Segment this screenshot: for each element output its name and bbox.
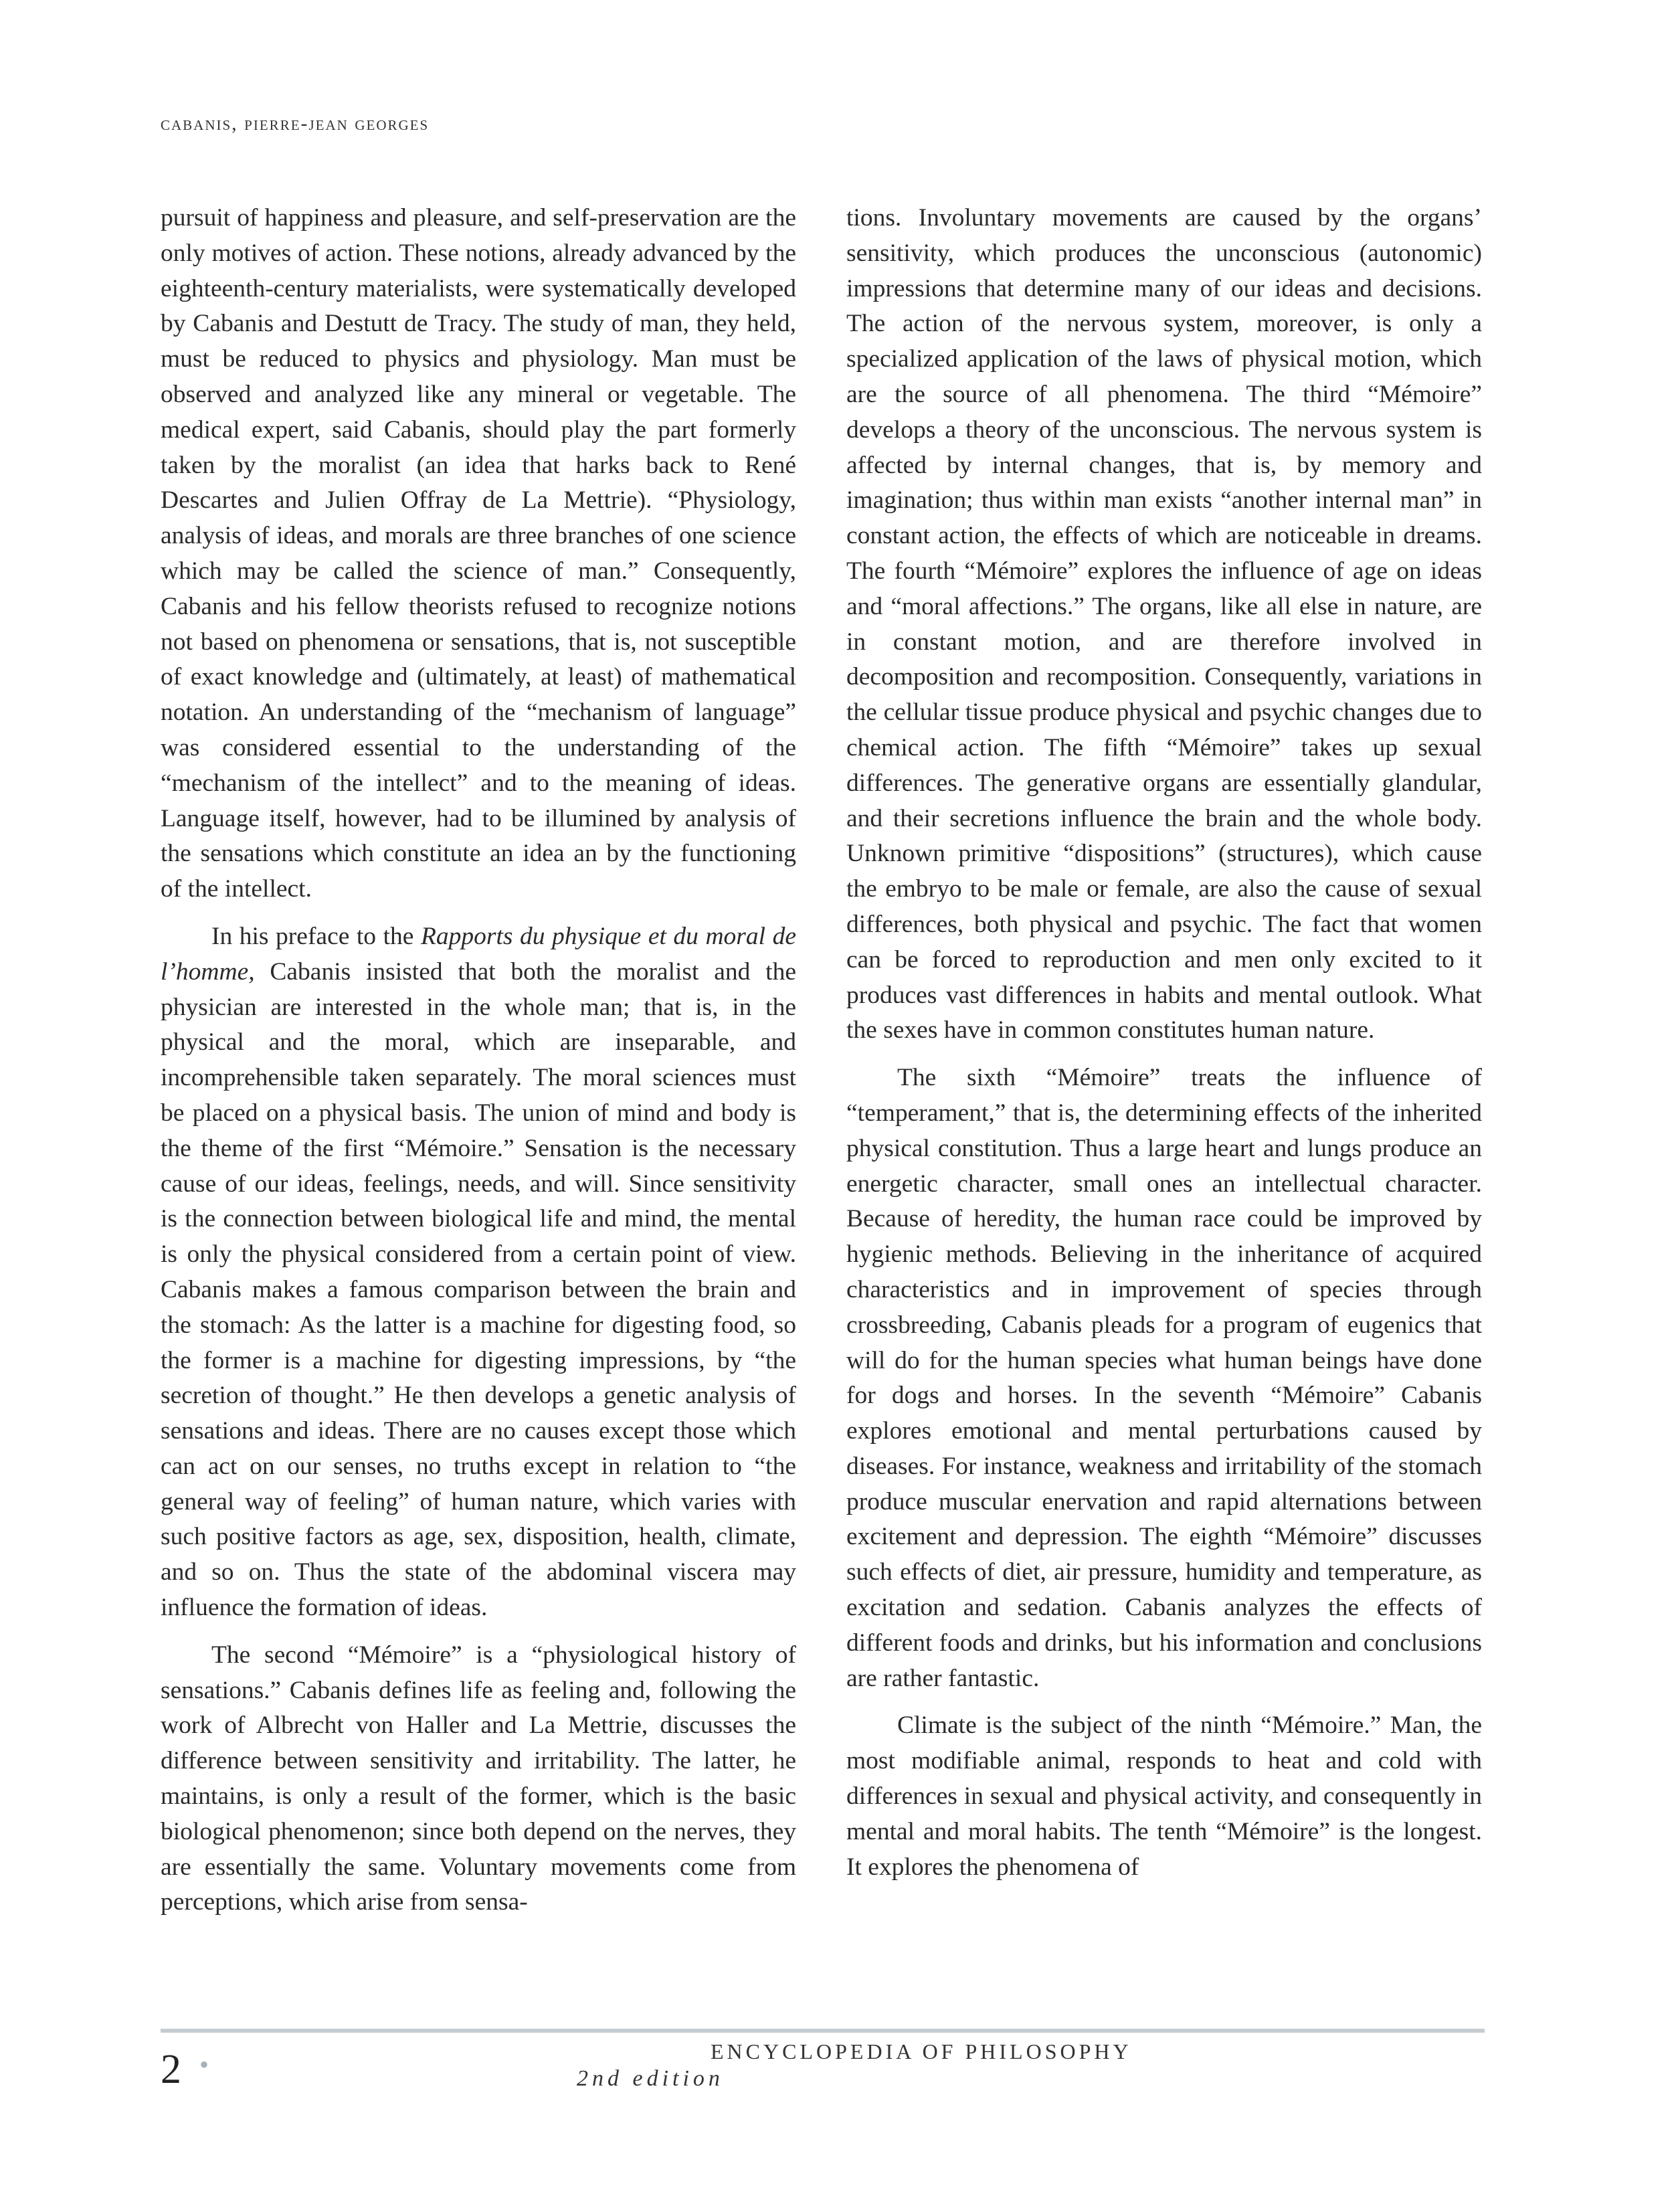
paragraph-text: Cabanis insisted that both the moralist and the physician are interested in the whole man; that is, in the physical and the moral, which are inseparable, and incomprehensible taken separately. The moral sciences must be placed on a physical basis. The union of mind and body is the theme of the first “Mémoire.” Sensation is the necessary cause of our ideas, feelings, needs, and will. Since sensitivity is the connection between biological life and mind, the mental is only the physical considered from a certain point of view. Cabanis makes a famous comparison between the brain and the stomach: As the latter is a machine for digesting food, so the former is a machine for digesting impressions, by “the secretion of thought.” He then develops a genetic analysis of sensations and ideas. There are no causes except those which can act on our senses, no truths except in relation to “the general way of feeling” of human nature, which varies with such positive factors as age, sex, disposition, health, climate, and so on. Thus the state of the abdominal viscera may influence the formation of ideas. (161, 957, 796, 1622)
right-column (846, 201, 1482, 1897)
paragraph (161, 919, 796, 1626)
work-title: Rapports du physique et du moral de l’homme, (161, 922, 796, 986)
bullet-separator: • (199, 2049, 209, 2080)
publication-title: ENCYCLOPEDIA OF PHILOSOPHY (711, 2039, 1132, 2063)
edition-label: 2nd edition (577, 2066, 724, 2091)
running-head: cabanis, pierre-jean georges (161, 112, 430, 134)
paragraph: The second “Mémoire” is a “physiological history of sensations.” Cabanis defines life as feeling and, following the work of Albrecht von Haller and La Mettrie, discusses the difference between sensitivity and irritability. The latter, he maintains, is only a result of the former, which is the basic biological phenomenon; since both depend on the nerves, they are essentially the same. Voluntary movements come from perceptions, which arise from sensa- (161, 1641, 796, 1916)
paragraph: Climate is the subject of the ninth “Mémoire.” Man, the most modifiable animal, responds to heat and cold with differences in sexual and physical activity, and consequently in mental and moral habits. The tenth “Mémoire” is the longest. It explores the phenomena of (846, 1712, 1482, 1881)
paragraph: The sixth “Mémoire” treats the influence of “temperament,” that is, the determining effects of the inherited physical constitution. Thus a large heart and lungs produce an energetic character, small ones an intellectual character. Because of heredity, the human race could be improved by hygienic methods. Believing in the inheritance of acquired characteristics and in improvement of species through crossbreeding, Cabanis pleads for a program of eugenics that will do for the human species what human beings have done for dogs and horses. In the seventh “Mémoire” Cabanis explores emotional and mental perturbations caused by diseases. For instance, weakness and irritability of the stomach produce muscular enervation and rapid alternations between excitement and depression. The eighth “Mémoire” discusses such effects of diet, air pressure, humidity and temperature, as excitation and sedation. Cabanis analyzes the effects of different foods and drinks, but his information and conclusions are rather fantastic. (846, 1064, 1482, 1692)
footer-rule (161, 2029, 1485, 2033)
paragraph: pursuit of happiness and pleasure, and self-preservation are the only motives of action. These notions, already advanced by the eighteenth-century materialists, were systematically developed by Cabanis and Destutt de Tracy. The study of man, they held, must be reduced to physics and physiology. Man must be observed and analyzed like any mineral or vegetable. The medical expert, said Cabanis, should play the part formerly taken by the moralist (an idea that harks back to René Descartes and Julien Offray de La Mettrie). “Physiology, analysis of ideas, and morals are three branches of one science which may be called the science of man.” Consequently, Cabanis and his fellow theorists refused to recognize notions not based on phenomena or sensations, that is, not susceptible of exact knowledge and (ultimately, at least) of mathematical notation. An understanding of the “mechanism of language” was considered essential to the understanding of the “mechanism of the intellect” and to the meaning of ideas. Language itself, however, had to be illumined by analysis of the sensations which constitute an idea an by the functioning of the intellect. (161, 204, 796, 903)
left-column (161, 201, 796, 1932)
paragraph: tions. Involuntary movements are caused by the organs’ sensitivity, which produces the unconscious (autonomic) impressions that determine many of our ideas and decisions. The action of the nervous system, moreover, is only a specialized application of the laws of physical motion, which are the source of all phenomena. The third “Mémoire” develops a theory of the unconscious. The nervous system is affected by internal changes, that is, by memory and imagination; thus within man exists “another internal man” in constant action, the effects of which are noticeable in dreams. The fourth “Mémoire” explores the influence of age on ideas and “moral affections.” The organs, like all else in nature, are in constant motion, and are therefore involved in decomposition and recomposition. Consequently, variations in the cellular tissue produce physical and psychic changes due to chemical action. The fifth “Mémoire” takes up sexual differences. The generative organs are essentially glandular, and their secretions influence the brain and the whole body. Unknown primitive “dispositions” (structures), which cause the embryo to be male or female, are also the cause of sexual differences, both physical and psychic. The fact that women can be forced to reproduction and men only excited to it produces vast differences in habits and mental outlook. What the sexes have in common constitutes human nature. (846, 204, 1482, 1044)
paragraph-text: In his preface to the (211, 922, 421, 950)
page-number: 2 (161, 2047, 181, 2092)
